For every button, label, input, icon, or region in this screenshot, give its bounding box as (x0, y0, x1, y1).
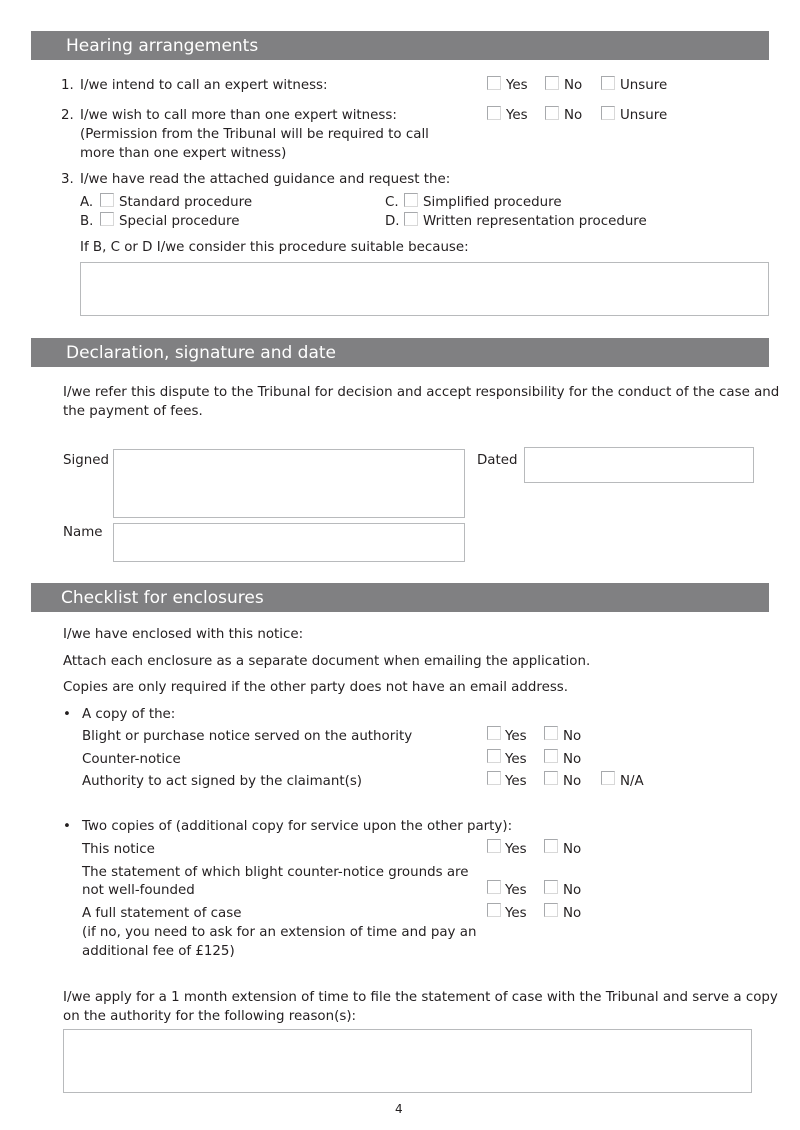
procedure-reason-field[interactable] (80, 262, 769, 316)
g1-item1-no-checkbox[interactable] (544, 726, 558, 740)
no-label: No (563, 906, 582, 921)
g1-item1-yes-checkbox[interactable] (487, 726, 501, 740)
option-letter: A. (80, 195, 94, 210)
option-c-label: Simplified procedure (423, 195, 562, 210)
g2-item1-yes-checkbox[interactable] (487, 839, 501, 853)
extension-text: on the authority for the following reason(s): (63, 1009, 357, 1024)
name-label: Name (63, 525, 103, 540)
section-header-hearing (31, 31, 769, 60)
option-letter: D. (385, 214, 400, 229)
option-d-label: Written representation procedure (423, 214, 647, 229)
yes-label: Yes (505, 883, 527, 898)
checklist-intro: Attach each enclosure as a separate document when emailing the application. (63, 654, 591, 669)
question-1-text: I/we intend to call an expert witness: (80, 78, 328, 93)
signature-field[interactable] (113, 449, 465, 518)
signed-label: Signed (63, 453, 109, 468)
yes-label: Yes (505, 842, 527, 857)
g2-item1-no-checkbox[interactable] (544, 839, 558, 853)
yes-label: Yes (505, 774, 527, 789)
bullet: • (63, 707, 71, 722)
declaration-text: the payment of fees. (63, 404, 203, 419)
question-number: 3. (61, 172, 74, 187)
option-d-checkbox[interactable] (404, 212, 418, 226)
section-title: Checklist for enclosures (61, 588, 264, 608)
checklist-intro: I/we have enclosed with this notice: (63, 627, 304, 642)
q2-no-checkbox[interactable] (545, 106, 559, 120)
yes-label: Yes (505, 906, 527, 921)
g2-item2-no-checkbox[interactable] (544, 880, 558, 894)
checklist-intro: Copies are only required if the other party does not have an email address. (63, 680, 569, 695)
section-header-checklist (31, 583, 769, 612)
g2-item3-no-checkbox[interactable] (544, 903, 558, 917)
enclosure-item: This notice (82, 842, 155, 857)
question-3-text: I/we have read the attached guidance and request the: (80, 172, 451, 187)
g1-item2-no-checkbox[interactable] (544, 749, 558, 763)
g2-item2-yes-checkbox[interactable] (487, 880, 501, 894)
enclosure-item: A full statement of case (82, 906, 242, 921)
question-number: 2. (61, 108, 74, 123)
option-c-checkbox[interactable] (404, 193, 418, 207)
g2-item3-yes-checkbox[interactable] (487, 903, 501, 917)
section-header-declaration (31, 338, 769, 367)
option-a-label: Standard procedure (119, 195, 253, 210)
option-b-label: Special procedure (119, 214, 240, 229)
no-label: No (563, 842, 582, 857)
enclosure-item: Authority to act signed by the claimant(s) (82, 774, 363, 789)
no-label: No (564, 108, 583, 123)
question-2-text: I/we wish to call more than one expert witness: (80, 108, 397, 123)
procedure-reason-prompt: If B, C or D I/we consider this procedure suitable because: (80, 240, 469, 255)
no-label: No (563, 774, 582, 789)
group-2-title: Two copies of (additional copy for service upon the other party): (82, 819, 513, 834)
extension-reason-field[interactable] (63, 1029, 752, 1093)
yes-label: Yes (505, 729, 527, 744)
question-number: 1. (61, 78, 74, 93)
section-title: Declaration, signature and date (66, 343, 337, 363)
q1-yes-checkbox[interactable] (487, 76, 501, 90)
g1-item3-yes-checkbox[interactable] (487, 771, 501, 785)
declaration-text: I/we refer this dispute to the Tribunal for decision and accept responsibility for the conduct of the case and (63, 385, 780, 400)
bullet: • (63, 819, 71, 834)
yes-label: Yes (506, 78, 528, 93)
date-field[interactable] (524, 447, 754, 483)
name-field[interactable] (113, 523, 465, 562)
option-letter: B. (80, 214, 94, 229)
q2-yes-checkbox[interactable] (487, 106, 501, 120)
page-number: 4 (395, 1102, 403, 1116)
g1-item3-no-checkbox[interactable] (544, 771, 558, 785)
question-2-note: (Permission from the Tribunal will be required to call (80, 127, 429, 142)
option-letter: C. (385, 195, 399, 210)
yes-label: Yes (505, 752, 527, 767)
enclosure-item-note: (if no, you need to ask for an extension of time and pay an (82, 925, 477, 940)
q1-no-checkbox[interactable] (545, 76, 559, 90)
na-label: N/A (620, 774, 644, 789)
enclosure-item: Counter-notice (82, 752, 181, 767)
q1-unsure-checkbox[interactable] (601, 76, 615, 90)
enclosure-item-note: additional fee of £125) (82, 944, 235, 959)
option-a-checkbox[interactable] (100, 193, 114, 207)
q2-unsure-checkbox[interactable] (601, 106, 615, 120)
option-b-checkbox[interactable] (100, 212, 114, 226)
no-label: No (563, 752, 582, 767)
dated-label: Dated (477, 453, 518, 468)
no-label: No (564, 78, 583, 93)
group-1-title: A copy of the: (82, 707, 176, 722)
unsure-label: Unsure (620, 78, 668, 93)
extension-text: I/we apply for a 1 month extension of time to file the statement of case with the Tribunal and serve a copy (63, 990, 778, 1005)
yes-label: Yes (506, 108, 528, 123)
section-title: Hearing arrangements (66, 36, 259, 56)
enclosure-item: The statement of which blight counter-notice grounds are (82, 865, 469, 880)
question-2-note: more than one expert witness) (80, 146, 287, 161)
g1-item3-na-checkbox[interactable] (601, 771, 615, 785)
unsure-label: Unsure (620, 108, 668, 123)
no-label: No (563, 883, 582, 898)
g1-item2-yes-checkbox[interactable] (487, 749, 501, 763)
enclosure-item: not well-founded (82, 883, 195, 898)
enclosure-item: Blight or purchase notice served on the authority (82, 729, 413, 744)
no-label: No (563, 729, 582, 744)
